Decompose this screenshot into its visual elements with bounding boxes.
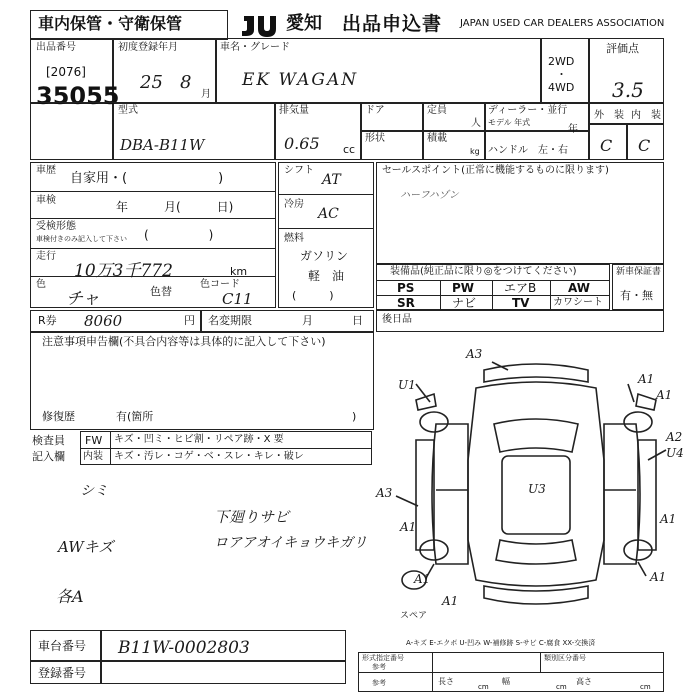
chassis-value: B11W-0002803 [118, 638, 250, 658]
cooling-value: AC [318, 206, 339, 222]
reg-month: 8 [180, 72, 192, 93]
windshield [494, 419, 578, 452]
door-label: ドア [365, 105, 385, 116]
back-items-frame [376, 310, 664, 332]
color-value: チャ [66, 289, 100, 309]
spare-label: スペア [400, 611, 428, 621]
chassis-label: 車台番号 [38, 639, 87, 653]
disp-value: 0.65 [284, 134, 320, 153]
int-check-label: 内装 [83, 451, 103, 462]
int-value: C [638, 136, 651, 155]
expiry-month: 月 [302, 314, 313, 327]
repair-close: ) [352, 410, 357, 423]
mark-a1-mid-right: A1 [660, 512, 677, 526]
color-label: 色 [36, 279, 46, 290]
fuel-label: 燃料 [284, 233, 304, 244]
note-aw-kizu: AWキズ [58, 538, 114, 556]
class-label: 類別区分番号 [544, 654, 586, 662]
model-value: DBA-B11W [120, 136, 205, 154]
inspector-label-1: 検査員 [32, 434, 65, 447]
month-unit: 月 [201, 89, 211, 100]
r-value: 8060 [84, 312, 123, 330]
sales-point-text: ハーフハゾン [400, 190, 459, 201]
lot-number: 35055 [36, 82, 120, 110]
reg-year: 25 [140, 72, 163, 93]
mark-a1-bottom-left: A1 [414, 572, 431, 586]
note-shimi: シミ [80, 483, 108, 499]
mileage-label: 走行 [36, 251, 56, 262]
model-year-label: モデル 年式 [488, 118, 531, 127]
ju-logo [240, 12, 284, 38]
car-name: EK WAGAN [242, 70, 359, 90]
width-cm: cm [556, 683, 567, 691]
ext-value: C [600, 136, 613, 155]
disp-label: 排気量 [279, 105, 309, 116]
lot-sub: [2076] [46, 65, 86, 79]
org-name: 愛知 [286, 13, 322, 34]
mark-a3-top: A3 [466, 347, 483, 361]
mark-a1-bottom: A1 [442, 594, 459, 608]
recycle-frame [30, 310, 374, 332]
fw-label: FW [85, 434, 103, 447]
mark-a1-bottom-right: A1 [650, 570, 667, 584]
repair-label: 修復歴 [42, 410, 75, 423]
int-check-text: キズ・汚レ・コゲ・ベ・スレ・キレ・破レ [114, 451, 304, 462]
front-bumper [484, 364, 588, 382]
drive-4wd: 4WD [548, 81, 575, 94]
fuel-gas: ガソリン [300, 249, 349, 263]
expiry-day: 日 [352, 314, 363, 327]
right-side [604, 424, 640, 564]
mark-a1-right: A1 [656, 388, 673, 402]
disp-unit: cc [343, 143, 356, 156]
fuel-diesel: 軽 油 [308, 269, 345, 283]
dims-ref: 参考 [372, 679, 386, 687]
mark-a3-left: A3 [376, 486, 393, 500]
equipment-label: 装備品(純正品に限り◎をつけてください) [390, 266, 577, 277]
history-label: 車歴 [36, 165, 56, 176]
mark-a2: A2 [666, 430, 683, 444]
equip-airbag: エアB [504, 281, 537, 295]
mark-a1-mid-left: A1 [400, 520, 417, 534]
mileage-unit: km [230, 265, 248, 278]
note-right-2: ロアアオイキョウキガリ [214, 535, 368, 551]
mark-u1: U1 [398, 378, 416, 392]
seats-unit: 人 [471, 118, 481, 129]
equip-sr: SR [397, 296, 415, 310]
equip-pw: PW [452, 281, 475, 295]
shift-value: AT [322, 172, 341, 188]
mark-u4: U4 [666, 446, 684, 460]
dealer-label: ディーラー・並行 [488, 105, 568, 116]
load-label: 積載 [427, 133, 447, 144]
fuel-other: ( ) [292, 289, 334, 302]
colorcode-label: 色コード [200, 279, 240, 290]
ju-logo-icon [240, 12, 284, 38]
warranty-value: 有・無 [620, 289, 653, 302]
cooling-label: 冷房 [284, 199, 304, 210]
doc-subtitle: JAPAN USED CAR DEALERS ASSOCIATION [460, 18, 665, 29]
length-cm: cm [478, 683, 489, 691]
inspection-value: 年 月( 日) [116, 200, 234, 214]
inspector-label-2: 記入欄 [32, 450, 65, 463]
drive-2wd: 2WD [548, 55, 575, 68]
lot-label: 出品番号 [36, 42, 76, 53]
score-value: 3.5 [612, 78, 644, 102]
year-unit: 年 [568, 124, 578, 135]
score-label: 評価点 [606, 42, 639, 55]
width-label: 幅 [502, 677, 510, 686]
ext-label: 外 装 [594, 110, 624, 121]
reg-label: 初度登録年月 [118, 42, 178, 53]
handle-label: ハンドル 左・右 [488, 145, 568, 156]
load-unit: kg [470, 147, 480, 156]
recolor-label: 色替 [150, 285, 172, 298]
back-items-label: 後日品 [382, 314, 412, 325]
model-label: 型式 [118, 105, 138, 116]
note-right-1: 下廻りサビ [214, 508, 290, 526]
legend: A-キズ E-エクボ U-凹み W-補修跡 S-サビ C-腐食 XX-交換済 [406, 639, 596, 647]
name-label: 車名・グレード [220, 42, 290, 53]
form-type: 車内保管・守衛保管 [38, 14, 183, 33]
equip-aw: AW [568, 281, 590, 295]
shift-label: シフト [284, 165, 314, 176]
height-label: 高さ [576, 677, 592, 686]
plate-label: 登録番号 [38, 666, 87, 680]
notes-title: 注意事項申告欄(不具合内容等は具体的に記入して下さい) [42, 335, 326, 348]
repair-value: 有(箇所 [116, 410, 154, 423]
doc-title: 出品申込書 [342, 13, 443, 35]
shape-label: 形状 [365, 133, 385, 144]
equip-seat: カワシート [553, 297, 603, 308]
drive-dot: ・ [556, 68, 567, 81]
colorcode-value: C11 [222, 290, 253, 308]
wheel-front-left [420, 412, 448, 432]
rear-window [496, 540, 576, 564]
rear-bumper [484, 586, 588, 604]
height-cm: cm [640, 683, 651, 691]
fw-text: キズ・凹ミ・ヒビ割・リペア跡・X 要 [114, 434, 284, 445]
wheel-front-right [624, 412, 652, 432]
inspection-label: 車検 [36, 195, 56, 206]
seats-label: 定員 [427, 105, 447, 116]
sales-point-label: セールスポイント(正常に機能するものに限ります) [382, 165, 609, 176]
equip-ps: PS [397, 281, 415, 295]
r-label: R券 [38, 314, 57, 327]
mark-u3: U3 [528, 482, 546, 496]
left-side [432, 424, 468, 564]
mileage-value: 10万3千772 [74, 261, 173, 281]
sales-point-frame [376, 162, 664, 264]
cert-ref: 参考 [372, 663, 386, 671]
int-label: 内 装 [631, 110, 661, 121]
notice-value: ( ) [144, 228, 214, 242]
length-label: 長さ [438, 677, 454, 686]
history-value: 自家用・( ) [70, 171, 224, 186]
notice-label: 受検形態 [36, 221, 76, 232]
cert-label: 形式指定番号 [362, 654, 404, 662]
note-kaku-a: 各A [56, 587, 84, 606]
expiry-label: 名変期限 [208, 314, 252, 327]
notice-sub: 車検付きのみ記入して下さい [36, 235, 127, 243]
r-unit: 円 [184, 314, 195, 327]
mark-a1-top-right: A1 [638, 372, 655, 386]
equip-tv: TV [512, 296, 530, 310]
mirror-right [636, 394, 656, 410]
equip-navi: ナビ [452, 296, 477, 310]
warranty-label: 新車保証書 [616, 267, 662, 277]
